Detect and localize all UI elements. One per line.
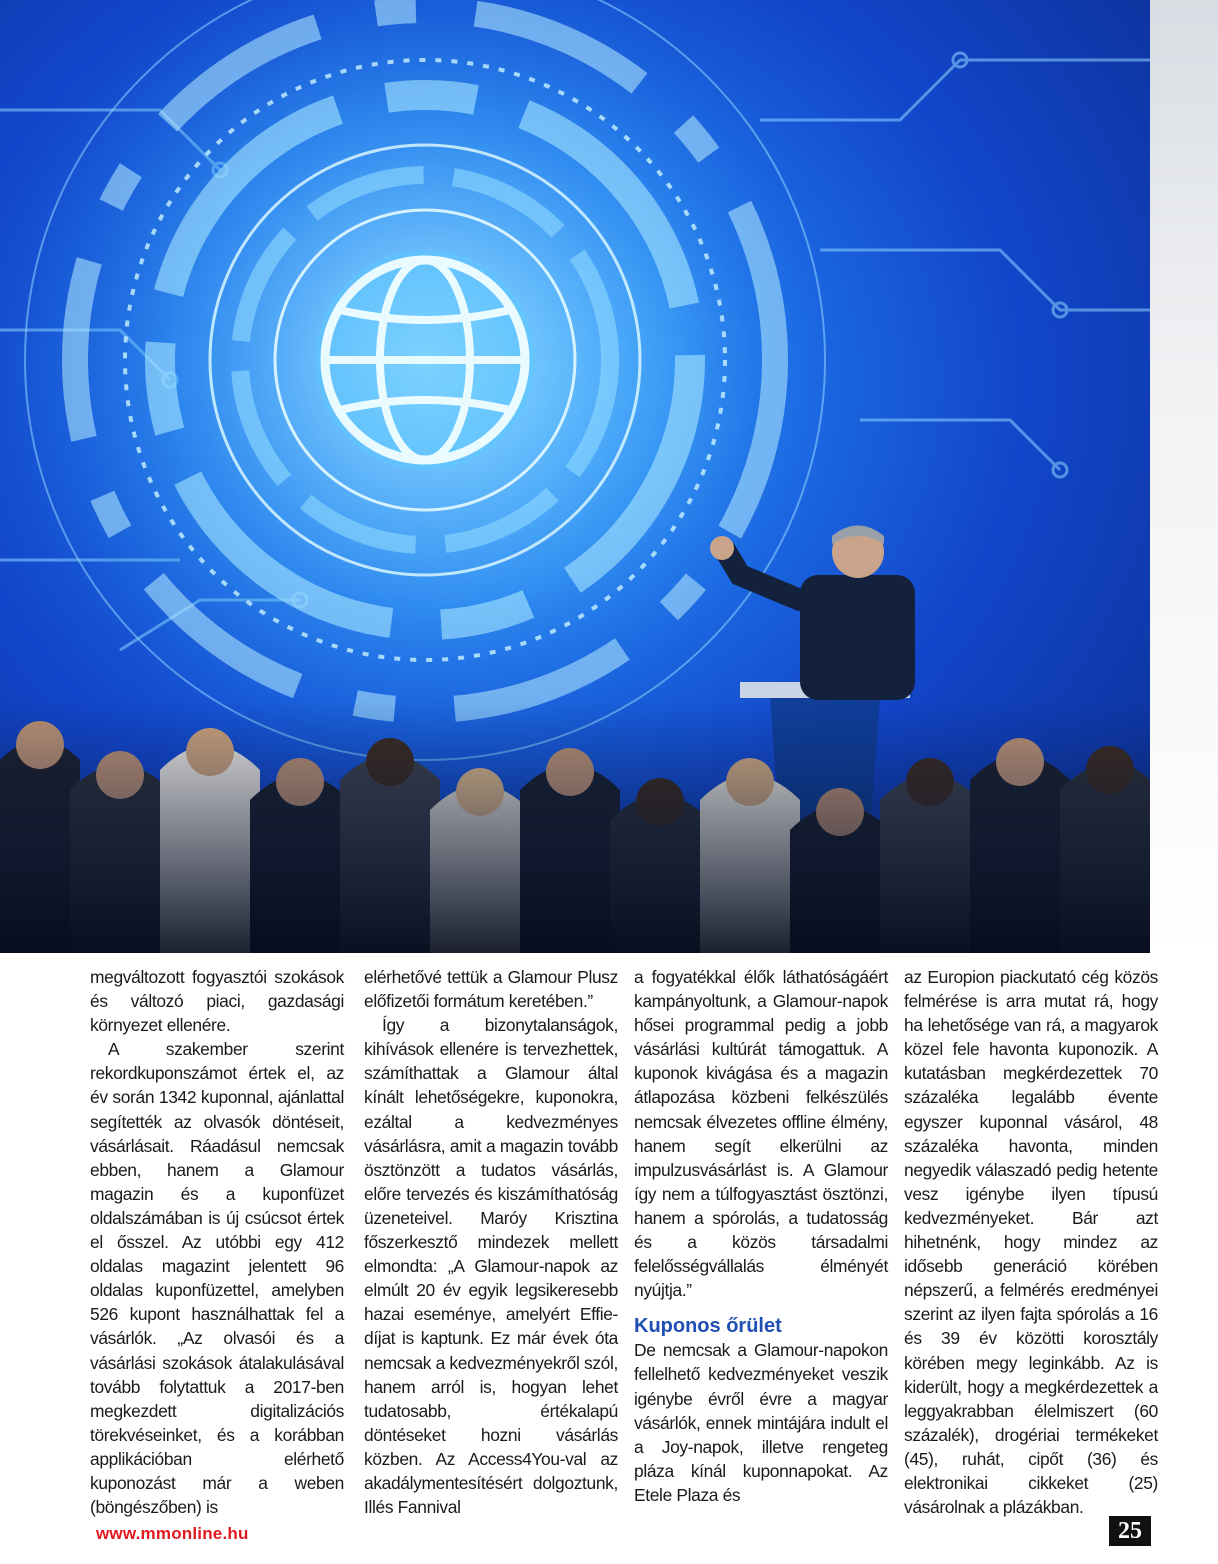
audience <box>0 700 1150 953</box>
section-subheading: Kuponos őrület <box>634 1315 782 1338</box>
text-column-2 <box>364 965 618 1519</box>
paragraph: A szakember szerint rekordkuponszámot értek el, az év során 1342 kuponnal, ajánlattal segítették az olvasók döntéseit, vásárlásait. Ráadásul nemcsak ebben, hanem a Glamour magazin és a kuponfüzet oldalszámában is új csúcsot értek el ősszel. Az utóbbi egy 412 oldalas magazint jelentett 96 oldalas kuponfüzettel, amelyben 526 kupont használhattak fel a vásárlók. „Az olvasói és a vásárlási szokások átalakulásával tovább folytattuk a 2017-ben megkezdett digitalizációs törekvéseinket, és a korábban applikációban elérhető kuponozást már a weben (böngészőben) is <box>90 1039 344 1518</box>
text-column-4 <box>904 965 1158 1519</box>
globe-icon <box>315 250 535 470</box>
paragraph: Így a bizonytalanságok, kihívások ellenére is tervezhettek, számíthattak a Glamour által kínált lehetőségekre, kuponokra, ezáltal a kedvezményes vásárlásra, amit a magazin tovább ösztönzött a tudatos vásárlás, előre tervezés és kiszámíthatóság üzeneteivel. Maróy Krisztina főszerkesztő mindezek mellett elmondta: „A Glamour-napok az elmúlt 20 év egyik legsikeresebb hazai eseménye, amelyért Effie-díjat is kaptunk. Ez már évek óta nemcsak a kedvezményekről szól, hanem arról is, hogyan lehet tudatosabb, értékalapú döntéseket hozni vásárlás közben. Az Access4You-val az akadálymentesítésért dolgoztunk, Illés Fannival <box>364 1015 618 1518</box>
paragraph: megváltozott fogyasztói szokások és változó piaci, gazdasági környezet ellenére. <box>90 967 344 1036</box>
page-margin-strip <box>1150 0 1218 953</box>
text-column-3 <box>634 965 888 1507</box>
page-number: 25 <box>1109 1516 1151 1546</box>
paragraph: De nemcsak a Glamour-napokon fellelhető kedvezményeket veszik igénybe évről évre a magyar vásárlók, ennek mintájára indult el a Joy-napok, illetve rengeteg pláza kínál kuponnapokat. Az Etele Plaza és <box>634 1340 888 1505</box>
paragraph: az Europion piackutató cég közös felmérése is arra mutat rá, hogy ha lehetősége van rá, a magyarok közel fele havonta kuponozik. A kutatásban megkérdezettek 70 százaléka legalább évente egyszer kuponnal vásárol, 48 százaléka havonta, minden negyedik válaszadó pedig hetente vesz igénybe ilyen típusú kedvezményeket. Bár azt hihetnénk, hogy mindez az idősebb generáció körében népszerű, a felmérés eredményei szerint az ilyen fajta spórolás a 16 és 39 év közötti korosztály körében megy leginkább. Az is kiderült, hogy a megkérdezettek a leggyakrabban élelmiszert (60 százalék), drogériai termékeket (45), ruhát, cipőt (36) és elektronikai cikkeket (25) vásárolnak a plázákban. <box>904 967 1158 1518</box>
website-url[interactable]: www.mmonline.hu <box>96 1524 249 1543</box>
text-column-1 <box>90 965 344 1519</box>
paragraph: elérhetővé tettük a Glamour Plusz előfizetői formátum keretében.” <box>364 967 618 1012</box>
paragraph: a fogyatékkal élők láthatóságáért kampányoltunk, a Glamour-napok hősei programmal pedig a jobb vásárlási kultúrát támogattuk. A kuponok kivágása és a magazin átlapozása közbeni felkészülés nemcsak élvezetes offline élmény, hanem segít elkerülni az impulzusvásárlást is. A Glamour így nem a túlfogyasztást ösztönzi, hanem a spórolás, a tudatosság és a közös társadalmi felelősségvállalás élményét nyújtja.” <box>634 967 888 1301</box>
